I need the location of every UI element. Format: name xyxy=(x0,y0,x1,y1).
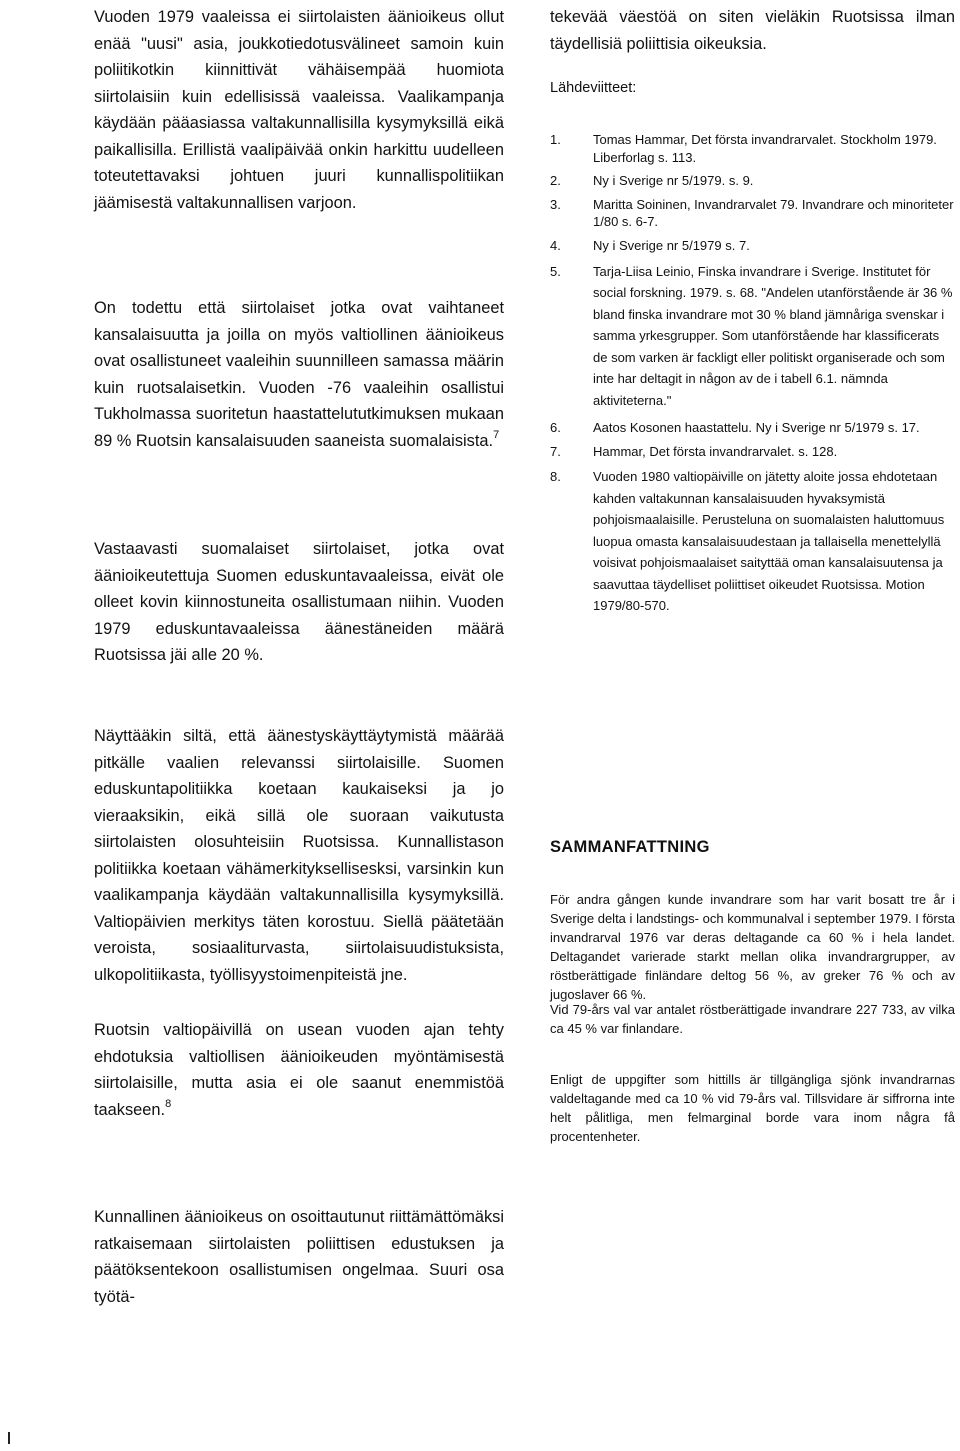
reference-number: 3. xyxy=(550,196,561,212)
summary-paragraph-1: För andra gången kunde invandrare som har varit bosatt tre år i Sverige delta i landstings- och kommunalval i september 1979. I första invandrarval 1976 var deras deltagande ca 60 % i hela landet. Deltagandet varierade starkt mellan olika invandrargrupper, av röstberättigade finländare deltog 56 %, av greker 76 % och av jugoslaver 66 %. xyxy=(550,892,955,1002)
summary-paragraph-3: Enligt de uppgifter som hittills är tillgängliga sjönk invandrarnas valdeltagande med ca 10 % vid 79-års val. Tillsvidare är siffrorna inte helt pålitliga, men felmarginal borde vara inom några få procentenheter. xyxy=(550,1072,955,1144)
reference-text: Aatos Kosonen haastattelu. Ny i Sverige nr 5/1979 s. 17. xyxy=(593,420,920,436)
reference-item xyxy=(550,172,955,190)
reference-text: Tarja-Liisa Leinio, Finska invandrare i Sverige. Institutet för social forskning. 1979. s. 68. "Andelen utanförstående är 36 % bland finska invandrare mot 30 % bland jämnåriga svenskar i samma yrkesgrupper. Som utanförstående har klassificerats de som varken är fackligt eller politiskt organiserade och som inte har deltagit in någon av de i tabell 6.1. nämnda aktiviteterna." xyxy=(593,263,953,408)
paragraph-2-text: On todettu että siirtolaiset jotka ovat vaihtaneet kansalaisuutta ja joilla on myös valtiollinen äänioikeus ovat osallistuneet vaaleihin suunnilleen samassa määrin kuin ruotsalaisetkin. Vuoden -76 vaaleihin osallistui Tukholmassa suoritetun haastattelututkimuksen mukaan 89 % Ruotsin kansalaisuuden saaneista suomalaisista. xyxy=(94,299,504,450)
reference-item xyxy=(550,237,955,255)
reference-number: 1. xyxy=(550,132,561,147)
reference-text: Maritta Soininen, Invandrarvalet 79. Invandrare och minoriteter 1/80 s. 6-7. xyxy=(593,196,954,230)
references-heading: Lähdeviitteet: xyxy=(550,80,637,96)
paragraph-1: Vuoden 1979 vaaleissa ei siirtolaisten äänioikeus ollut enää "uusi" asia, joukkotiedotusvälineet samoin kuin poliitikotkin kiinnittivät vähäisempää huomiota siirtolaisiin kuin edellisissä vaaleissa. Vaalikampanja käydään pääasiassa valtakunnallisilla kysymyksillä eikä paikallisilla. Erillistä vaalipäivää onkin harkittu uudelleen toteutettavaksi johtuen juuri kunnallispolitiikan jäämisestä valtakunnallisen varjoon. xyxy=(94,8,504,212)
references-list xyxy=(550,131,955,617)
reference-number: 7. xyxy=(550,443,561,459)
paragraph-6: Kunnallinen äänioikeus on osoittautunut riittämättömäksi ratkaisemaan siirtolaisten poliittisen edustuksen ja päätöksentekoon osallistumisen ongelmaa. Suuri osa työtä- xyxy=(94,1208,504,1306)
paragraph-2 xyxy=(94,295,504,456)
reference-number: 4. xyxy=(550,237,561,253)
paragraph-5 xyxy=(94,1017,504,1125)
footnote-ref-7: 7 xyxy=(493,428,500,441)
paragraph-3: Vastaavasti suomalaiset siirtolaiset, jotka ovat äänioikeutettuja Suomen eduskuntavaaleissa, eivät ole olleet kovin kiinnostuneita osallistumaan niihin. Vuoden 1979 eduskuntavaaleissa äänestäneiden määrä Ruotsissa jäi alle 20 %. xyxy=(94,540,504,664)
reference-item xyxy=(550,419,955,437)
paragraph-4: Näyttääkin siltä, että äänestyskäyttäytymistä määrää pitkälle vaalien relevanssi siirtolaisille. Suomen eduskuntapolitiikka koetaan kaukaiseksi ja jo vieraaksikin, eikä sillä ole suoraan vaikutusta siirtolaisten olosuhteisiin Ruotsissa. Kunnallistason politiikka koetaan vähämerkityksellisesksi, varsinkin kun vaalikampanja käydään valtakunnallisilla kysymyksillä. Valtiopäivien merkitys täten korostuu. Siellä päätetään veroista, sosiaaliturvasta, siirtolaisuudistuksista, ulkopolitiikasta, työllisyystoimenpiteistä jne. xyxy=(94,727,504,984)
reference-text: Ny i Sverige nr 5/1979 s. 7. xyxy=(593,237,750,253)
reference-number: 8. xyxy=(550,469,561,485)
reference-item xyxy=(550,443,955,461)
reference-item xyxy=(550,196,955,231)
summary-paragraph-2: Vid 79-års val var antalet röstberättigade invandrare 227 733, av vilka ca 45 % var finlandare. xyxy=(550,1002,955,1036)
footnote-ref-8: 8 xyxy=(165,1097,172,1110)
reference-item xyxy=(550,131,955,166)
reference-text: Tomas Hammar, Det första invandrarvalet. Stockholm 1979. Liberforlag s. 113. xyxy=(593,132,937,165)
reference-item xyxy=(550,261,955,412)
sammanfattning-heading: SAMMANFATTNING xyxy=(550,838,710,856)
reference-text: Hammar, Det första invandrarvalet. s. 128. xyxy=(593,443,838,459)
scan-mark xyxy=(8,1432,10,1444)
reference-number: 2. xyxy=(550,173,561,189)
reference-text: Vuoden 1980 valtiopäiville on jätetty aloite jossa ehdotetaan kahden valtakunnan kansalaisuuden hyvaksymistä pohjoismaalaisille. Perusteluna on suomalaisten haluttomuus luopua omasta kansalaisuudestaan ja tallaisella menettelyllä voisivat pohjoismaalaiset saityttää oman kansalaisuutensa ja saavuttaa täydelliset poliittiset oikeudet Ruotsissa. Motion 1979/80-570. xyxy=(593,469,945,614)
reference-item xyxy=(550,466,955,617)
reference-number: 6. xyxy=(550,420,561,436)
reference-number: 5. xyxy=(550,263,561,279)
reference-text: Ny i Sverige nr 5/1979. s. 9. xyxy=(593,173,754,189)
paragraph-5-text: Ruotsin valtiopäivillä on usean vuoden ajan tehty ehdotuksia valtiollisen äänioikeuden myöntämisestä siirtolaisille, mutta asia ei ole saanut enemmistöä taakseen. xyxy=(94,1021,504,1119)
right-intro-paragraph: tekevää väestöä on siten vieläkin Ruotsissa ilman täydellisiä poliittisia oikeuksia. xyxy=(550,8,955,53)
